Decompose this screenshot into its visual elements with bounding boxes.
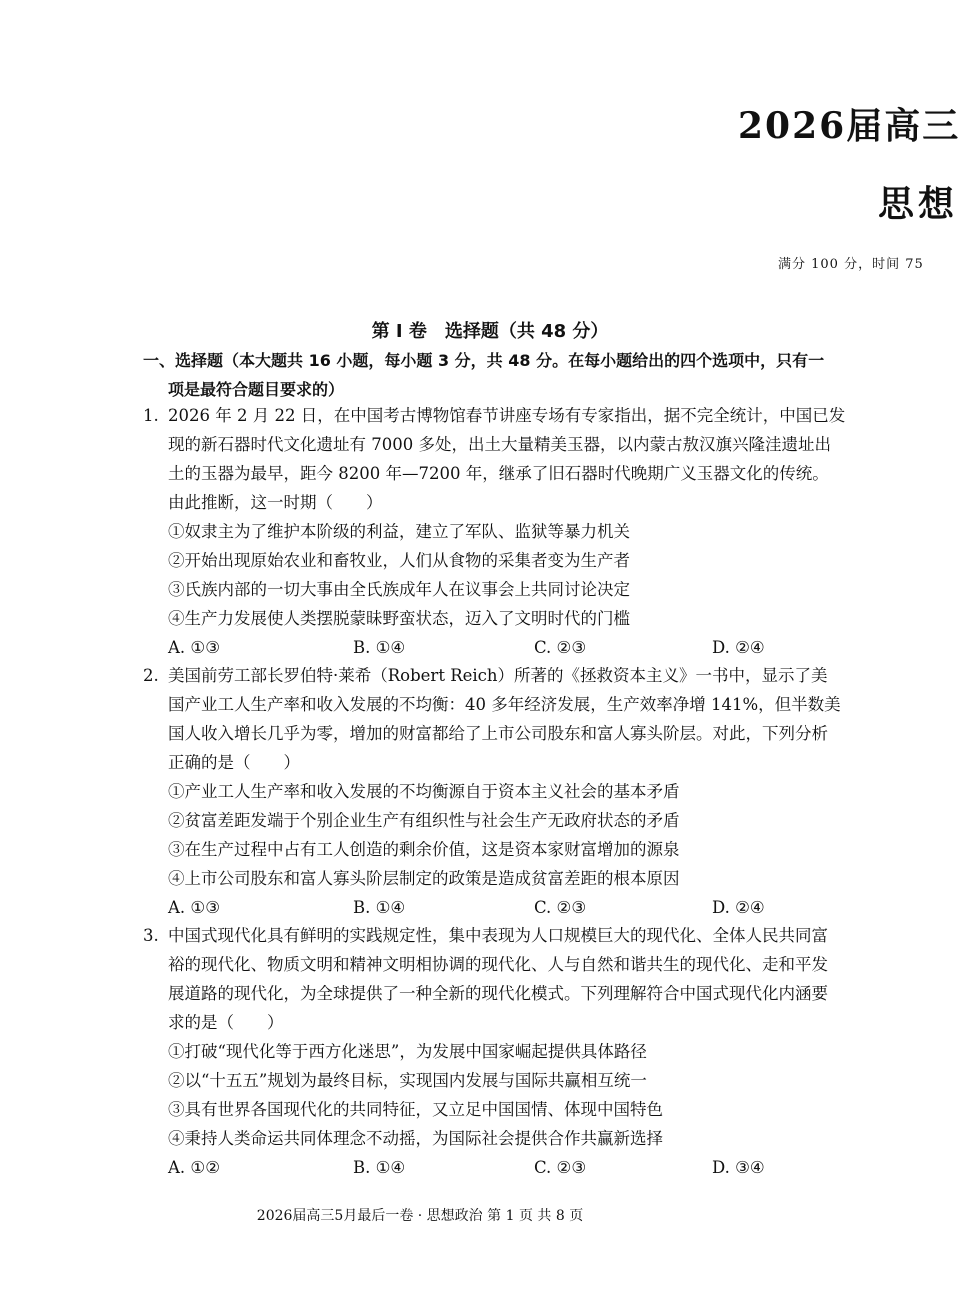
question-stem-line: 展道路的现代化，为全球提供了一种全新的现代化模式。下列理解符合中国式现代化内涵要 xyxy=(168,984,828,1003)
statement-option: ①产业工人生产率和收入发展的不均衡源自于资本主义社会的基本矛盾 xyxy=(168,782,680,801)
instruction-line: 项是最符合题目要求的） xyxy=(168,380,345,399)
statement-option: ①奴隶主为了维护本阶级的利益，建立了军队、监狱等暴力机关 xyxy=(168,522,630,541)
question-2 xyxy=(143,661,903,922)
choice-a: A. ①③ xyxy=(168,638,220,657)
question-1 xyxy=(143,401,903,662)
answer-choices xyxy=(143,1153,903,1182)
statement-option: ④上市公司股东和富人寡头阶层制定的政策是造成贫富差距的根本原因 xyxy=(168,869,680,888)
question-number: 3. xyxy=(143,926,159,945)
section-title: 第 Ⅰ 卷 选择题（共 48 分） xyxy=(371,321,609,342)
choice-b: B. ①④ xyxy=(353,638,406,657)
question-stem-line: 求的是（ ） xyxy=(168,1013,284,1032)
question-stem-line: 2. 美国前劳工部长罗伯特·莱希（Robert Reich）所著的《拯救资本主义》一书中，显示了美 xyxy=(143,661,903,690)
exam-meta: 满分 100 分，时间 75 xyxy=(778,257,924,272)
question-stem-line: 1. 2026 年 2 月 22 日，在中国考古博物馆春节讲座专场有专家指出，据不完全统计，中国已发 xyxy=(143,401,903,430)
choice-c: C. ②③ xyxy=(534,638,587,657)
statement-option: ③氏族内部的一切大事由全氏族成年人在议事会上共同讨论决定 xyxy=(168,580,630,599)
statement-option: ②开始出现原始农业和畜牧业，人们从食物的采集者变为生产者 xyxy=(168,551,630,570)
question-stem-line: 正确的是（ ） xyxy=(168,753,300,772)
statement-option: ②以“十五五”规划为最终目标，实现国内发展与国际共赢相互统一 xyxy=(168,1071,647,1090)
choice-a: A. ①② xyxy=(168,1158,220,1177)
question-stem-line: 现的新石器时代文化遗址有 7000 多处，出土大量精美玉器，以内蒙古敖汉旗兴隆洼遗址出 xyxy=(168,435,831,454)
exam-title: 2026届高三 xyxy=(738,105,961,147)
section-instructions xyxy=(143,346,903,404)
question-stem-line: 3. 中国式现代化具有鲜明的实践规定性，集中表现为人口规模巨大的现代化、全体人民共同富 xyxy=(143,921,903,950)
choice-c: C. ②③ xyxy=(534,1158,587,1177)
question-stem-line: 国人收入增长几乎为零，增加的财富都给了上市公司股东和富人寡头阶层。对此，下列分析 xyxy=(168,724,828,743)
answer-choices xyxy=(143,893,903,922)
subject-title: 思想 xyxy=(878,183,959,225)
question-number: 2. xyxy=(143,666,159,685)
choice-d: D. ③④ xyxy=(712,1158,765,1177)
statement-option: ③具有世界各国现代化的共同特征，又立足中国国情、体现中国特色 xyxy=(168,1100,663,1119)
question-number: 1. xyxy=(143,406,159,425)
choice-d: D. ②④ xyxy=(712,898,765,917)
question-stem-line: 由此推断，这一时期（ ） xyxy=(168,493,383,512)
choice-c: C. ②③ xyxy=(534,898,587,917)
statement-option: ④秉持人类命运共同体理念不动摇，为国际社会提供合作共赢新选择 xyxy=(168,1129,663,1148)
page-footer: 2026届高三5月最后一卷 · 思想政治 第 1 页 共 8 页 xyxy=(256,1208,584,1224)
statement-option: ④生产力发展使人类摆脱蒙昧野蛮状态，迈入了文明时代的门槛 xyxy=(168,609,630,628)
statement-option: ③在生产过程中占有工人创造的剩余价值，这是资本家财富增加的源泉 xyxy=(168,840,680,859)
choice-a: A. ①③ xyxy=(168,898,220,917)
statement-option: ②贫富差距发端于个别企业生产有组织性与社会生产无政府状态的矛盾 xyxy=(168,811,680,830)
question-stem-line: 国产业工人生产率和收入发展的不均衡：40 多年经济发展，生产效率净增 141%，但半数美 xyxy=(168,695,841,714)
question-stem-line: 土的玉器为最早，距今 8200 年—7200 年，继承了旧石器时代晚期广义玉器文化的传统。 xyxy=(168,464,829,483)
choice-d: D. ②④ xyxy=(712,638,765,657)
statement-option: ①打破“现代化等于西方化迷思”，为发展中国家崛起提供具体路径 xyxy=(168,1042,647,1061)
choice-b: B. ①④ xyxy=(353,898,406,917)
question-3 xyxy=(143,921,903,1182)
question-stem-line: 裕的现代化、物质文明和精神文明相协调的现代化、人与自然和谐共生的现代化、走和平发 xyxy=(168,955,828,974)
choice-b: B. ①④ xyxy=(353,1158,406,1177)
answer-choices xyxy=(143,633,903,662)
instruction-line: 一、选择题（本大题共 16 小题，每小题 3 分，共 48 分。在每小题给出的四个选项中，只有一 xyxy=(143,351,825,370)
